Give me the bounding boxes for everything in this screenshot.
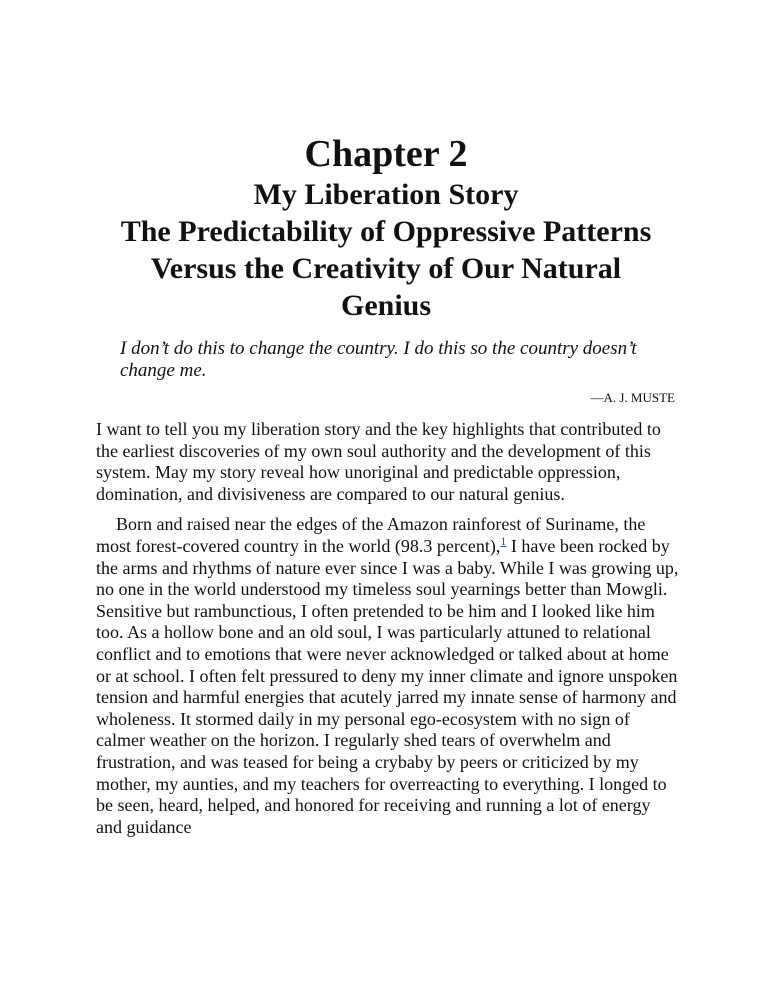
chapter-title-line: The Predictability of Oppressive Patterns bbox=[120, 215, 652, 248]
footnote-link[interactable]: 1 bbox=[500, 533, 507, 548]
epigraph-attribution: —A. J. MUSTE bbox=[590, 390, 675, 405]
paragraph-text: I have been rocked by the arms and rhythms of nature ever since I was a baby. While I was growing up, no one in the world understood my timeless soul yearnings better than Mowgli. Sensitive but rambunctious, I often pretended to be him and I looked like him too. As a hollow bone and an old soul, I was particularly attuned to relational conflict and to emotions that were never acknowledged or talked about at home or at school. I often felt pressured to deny my inner climate and ignore unspoken tension and harmful energies that acutely jarred my innate sense of harmony and wholeness. It stormed daily in my personal ego-ecosystem with no sign of calmer weather on the horizon. I regularly shed tears of overwhelm and frustration, and was teased for being a crybaby by peers or criticized by my mother, my aunties, and my teachers for overreacting to everything. I longed to be seen, heard, helped, and honored for receiving and running a lot of energy and guidance bbox=[96, 535, 679, 837]
chapter-heading bbox=[60, 132, 712, 324]
paragraph-text: Born and raised near the edges of the Amazon rainforest of Suriname, the most forest-covered country in the world (98.3 percent), bbox=[96, 514, 646, 556]
paragraph: I want to tell you my liberation story and the key highlights that contributed to the earliest discoveries of my own soul authority and the development of this system. May my story reveal how unoriginal and predictable oppression, domination, and divisiveness are compared to our natural genius. bbox=[96, 419, 661, 504]
epigraph-quote: I don’t do this to change the country. I do this so the country doesn’t change me. bbox=[120, 338, 637, 381]
chapter-title-line: My Liberation Story bbox=[253, 178, 519, 211]
chapter-number: Chapter 2 bbox=[304, 133, 468, 175]
chapter-title-line: Versus the Creativity of Our Natural bbox=[150, 252, 622, 285]
body-text bbox=[96, 419, 680, 838]
chapter-title-line: Genius bbox=[340, 289, 432, 322]
paragraph bbox=[96, 514, 680, 838]
